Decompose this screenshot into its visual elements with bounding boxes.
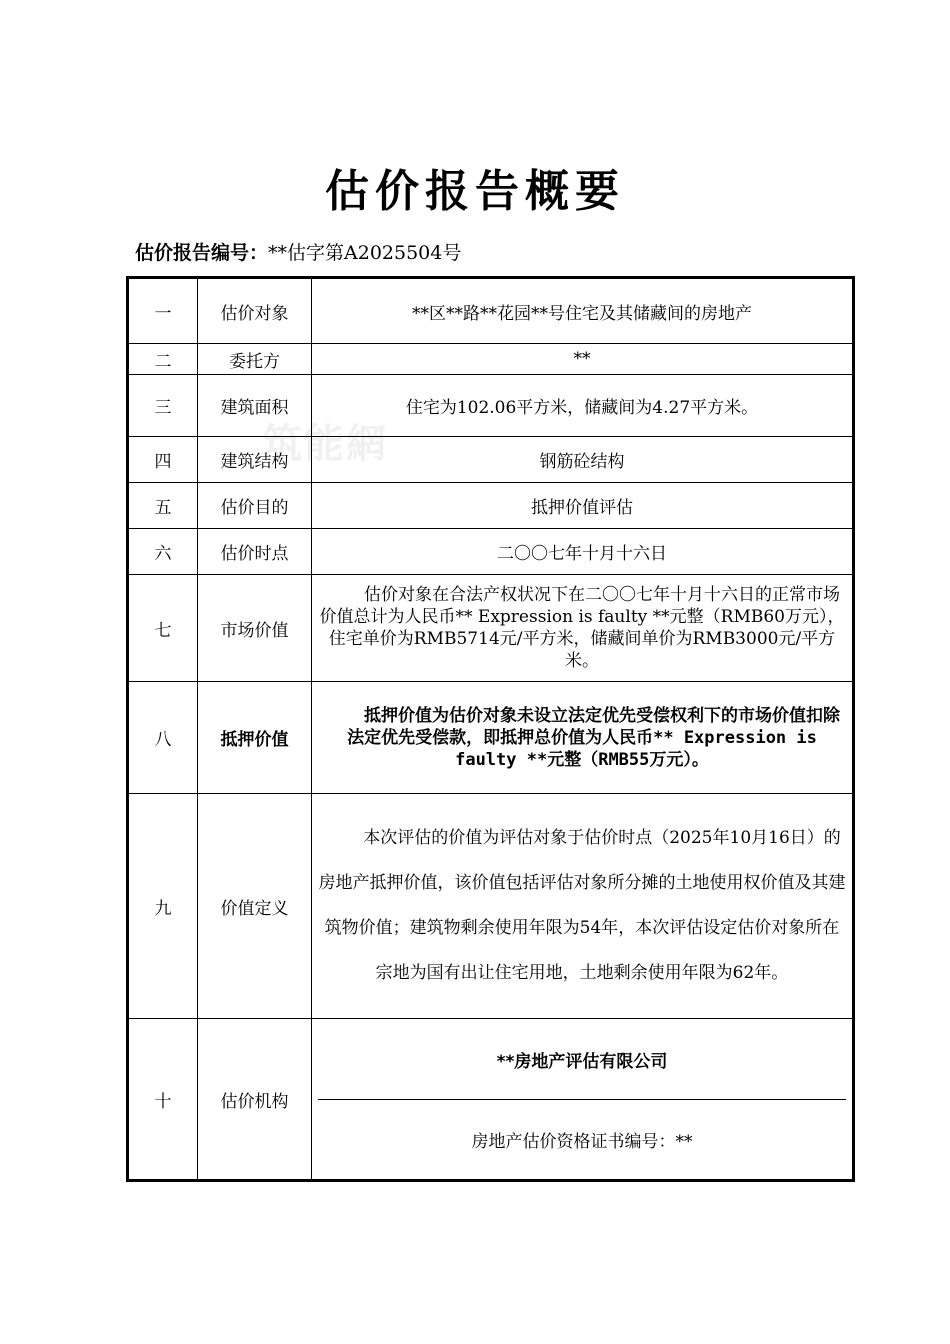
row-value: 二〇〇七年十月十六日	[312, 529, 854, 575]
row-label: 估价机构	[198, 1019, 312, 1181]
row-label: 建筑结构	[198, 437, 312, 483]
row-label: 抵押价值	[198, 682, 312, 794]
row-label: 价值定义	[198, 794, 312, 1019]
org-name: **房地产评估有限公司	[318, 1019, 846, 1100]
table-row	[128, 575, 854, 682]
row-label: 市场价值	[198, 575, 312, 682]
row-value	[312, 682, 854, 794]
table-row	[128, 529, 854, 575]
report-number-value: **估字第A2025504号	[268, 242, 462, 264]
market-value-text: 估价对象在合法产权状况下在二〇〇七年十月十六日的正常市场价值总计为人民币** Expression is faulty **元整（RMB60万元），住宅单价为RMB5714元/平方米，储藏间单价为RMB3000元/平方米。	[319, 585, 845, 671]
certificate-number: 房地产估价资格证书编号：**	[471, 1132, 693, 1152]
value-definition-text: 本次评估的价值为评估对象于估价时点（2025年10月16日）的房地产抵押价值，该价值包括评估对象所分摊的土地使用权价值及其建筑物价值；建筑物剩余使用年限为54年，本次评估设定估价对象所在宗地为国有出让住宅用地，土地剩余使用年限为62年。	[318, 828, 846, 983]
page-title: 估价报告概要	[325, 166, 625, 217]
watermark: 筑能網	[262, 420, 388, 467]
table-row	[128, 794, 854, 1019]
row-number: 二	[128, 344, 198, 375]
row-label: 委托方	[198, 344, 312, 375]
table-row	[128, 682, 854, 794]
row-number: 五	[128, 483, 198, 529]
table-row	[128, 1019, 854, 1181]
table-row	[128, 437, 854, 483]
row-number: 十	[128, 1019, 198, 1181]
row-value: **区**路**花园**号住宅及其储藏间的房地产	[312, 278, 854, 344]
table-row	[128, 483, 854, 529]
row-number: 四	[128, 437, 198, 483]
row-label: 建筑面积	[198, 375, 312, 437]
row-number: 九	[128, 794, 198, 1019]
mortgage-value-text: 抵押价值为估价对象未设立法定优先受偿权利下的市场价值扣除法定优先受偿款，即抵押总价值为人民币** Expression is faulty **元整（RMB55万元）。	[347, 705, 840, 770]
row-label: 估价目的	[198, 483, 312, 529]
row-value	[312, 575, 854, 682]
table-row	[128, 344, 854, 375]
row-label: 估价对象	[198, 278, 312, 344]
row-value: 钢筋砼结构	[312, 437, 854, 483]
row-number: 一	[128, 278, 198, 344]
summary-table	[126, 276, 855, 1182]
row-number: 三	[128, 375, 198, 437]
row-value: **	[312, 344, 854, 375]
report-number-label: 估价报告编号：	[135, 242, 269, 264]
row-number: 七	[128, 575, 198, 682]
row-label: 估价时点	[198, 529, 312, 575]
row-number: 六	[128, 529, 198, 575]
table-row	[128, 278, 854, 344]
row-value	[312, 794, 854, 1019]
row-value: 抵押价值评估	[312, 483, 854, 529]
row-number: 八	[128, 682, 198, 794]
report-number	[135, 238, 461, 265]
table-row	[128, 375, 854, 437]
row-value	[312, 1019, 854, 1181]
row-value: 住宅为102.06平方米，储藏间为4.27平方米。	[312, 375, 854, 437]
